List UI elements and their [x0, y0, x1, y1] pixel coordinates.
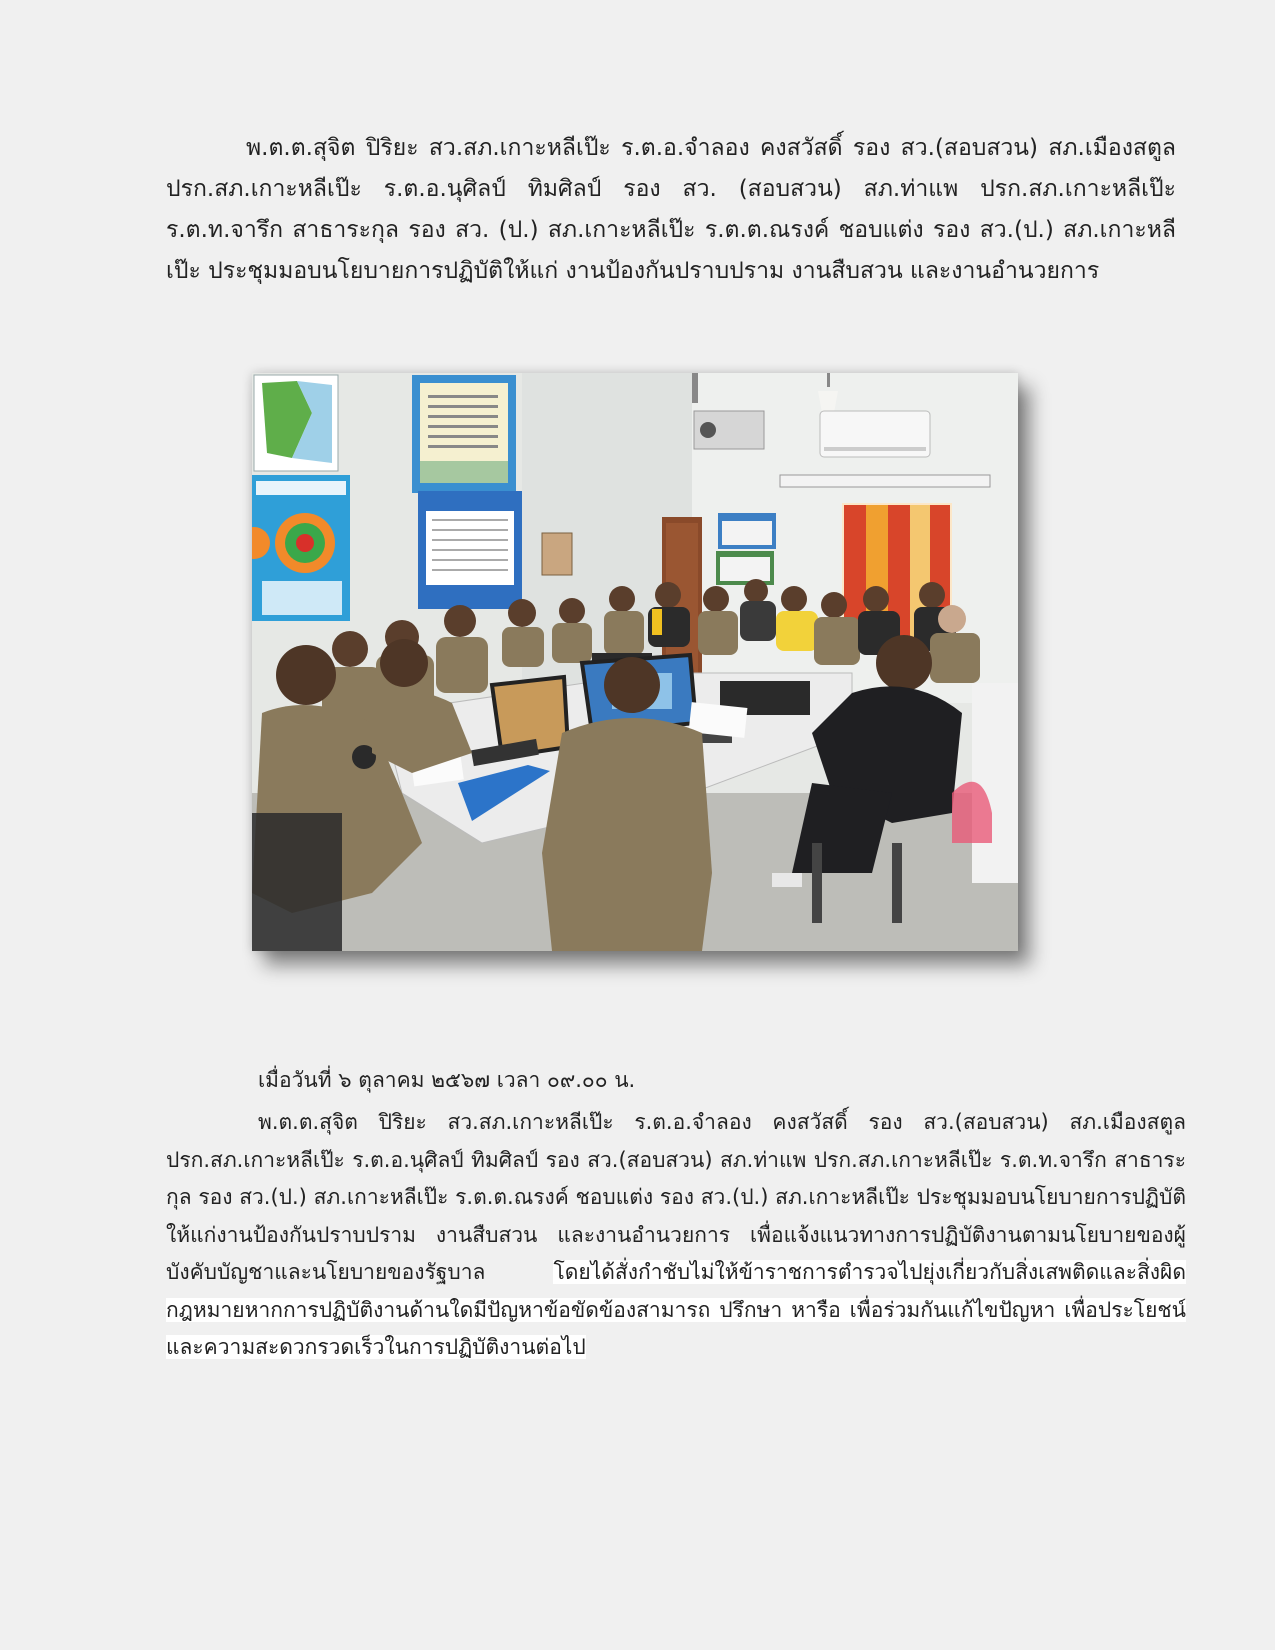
date-text: เมื่อวันที่ ๖ ตุลาคม ๒๕๖๗ เวลา ๐๙.๐๐ น.	[258, 1068, 636, 1092]
chair-left	[252, 813, 342, 951]
meeting-photo	[252, 373, 1018, 951]
intro-text: พ.ต.ต.สุจิต ปิริยะ สว.สภ.เกาะหลีเป๊ะ ร.ต.อ.จำลอง คงสวัสดิ์ รอง สว.(สอบสวน) สภ.เมืองสตูล ปรก.สภ.เกาะหลีเป๊ะ ร.ต.อ.นุศิลป์ ทิมศิลป์ รอง สว. (สอบสวน) สภ.ท่าแพ ปรก.สภ.เกาะหลีเป๊ะ ร.ต.ท.จารึก สาธาระกุล รอง สว. (ป.) สภ.เกาะหลีเป๊ะ ร.ต.ต.ณรงค์ ชอบแต่ง รอง สว.(ป.) สภ.เกาะหลีเป๊ะ ประชุมมอบนโยบายการปฏิบัติให้แก่ งานป้องกันปราบปราม งานสืบสวน และงานอำนวยการ	[166, 135, 1176, 284]
body-paragraph	[166, 1104, 1186, 1367]
body-text-part2-highlighted: โดยได้สั่งกำชับไม่ให้ข้าราชการตำรวจไปยุ่งเกี่ยวกับสิ่งเสพติดและสิ่งผิดกฎหมายหากการปฏิบัติงานด้านใดมีปัญหาข้อขัดข้องสามารถ ปรึกษา หารือ เพื่อร่วมกันแก้ไขปัญหา เพื่อประโยชน์ และความสะดวกรวดเร็วในการปฏิบัติงานต่อไป	[166, 1260, 1186, 1359]
date-line	[258, 1064, 635, 1096]
meeting-photo-illustration	[252, 373, 1018, 951]
body-text-part1: พ.ต.ต.สุจิต ปิริยะ สว.สภ.เกาะหลีเป๊ะ ร.ต.อ.จำลอง คงสวัสดิ์ รอง สว.(สอบสวน) สภ.เมืองสตูล ปรก.สภ.เกาะหลีเป๊ะ ร.ต.อ.นุศิลป์ ทิมศิลป์ รอง สว.(สอบสวน) สภ.ท่าแพ ปรก.สภ.เกาะหลีเป๊ะ ร.ต.ท.จารึก สาธาระกุล รอง สว.(ป.) สภ.เกาะหลีเป๊ะ ร.ต.ต.ณรงค์ ชอบแต่ง รอง สว.(ป.) สภ.เกาะหลีเป๊ะ ประชุมมอบนโยบายการปฏิบัติให้แก่งานป้องกันปราบปราม งานสืบสวน และงานอำนวยการ เพื่อแจ้งแนวทางการปฏิบัติงานตามนโยบายของผู้บังคับบัญชาและนโยบายของรัฐบาล	[166, 1110, 1186, 1284]
intro-paragraph	[166, 128, 1176, 292]
